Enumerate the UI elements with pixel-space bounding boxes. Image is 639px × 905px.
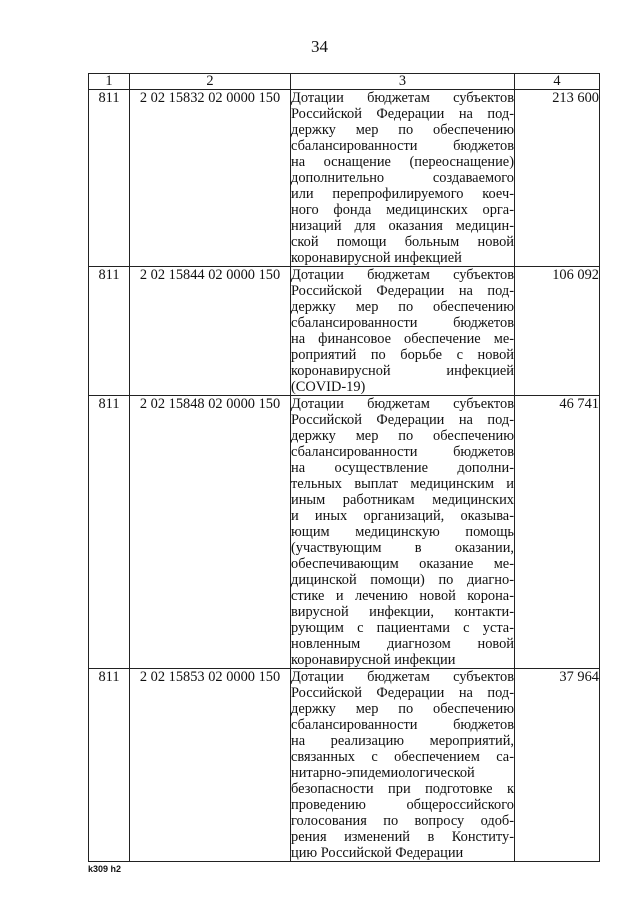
description-line: или перепрофилируемого коеч- (291, 186, 514, 202)
description-line: на финансовое обеспечение ме- (291, 331, 514, 347)
description-line: на реализацию мероприятий, (291, 733, 514, 749)
description-cell (291, 267, 515, 396)
description-line: держку мер по обеспечению (291, 701, 514, 717)
amount-cell: 106 092 (515, 267, 600, 396)
description-line: ного фонда медицинских орга- (291, 202, 514, 218)
description-line: иным работникам медицинских (291, 492, 514, 508)
description-line: цию Российской Федерации (291, 845, 464, 861)
description-line: стике и лечению новой корона- (291, 588, 514, 604)
description-line: ющим медицинскую помощь (291, 524, 514, 540)
description-line: сбалансированности бюджетов (291, 444, 514, 460)
description-line: дополнительно создаваемого (291, 170, 514, 186)
page-number: 34 (311, 37, 328, 56)
description-line: Дотации бюджетам субъектов (291, 267, 514, 283)
description-line: Дотации бюджетам субъектов (291, 669, 514, 685)
table-body (89, 90, 600, 862)
description-line: тельных выплат медицинским и (291, 476, 514, 492)
description-cell (291, 90, 515, 267)
kbk-code-cell: 2 02 15832 02 0000 150 (130, 90, 291, 267)
admin-code-cell: 811 (89, 90, 130, 267)
description-line: нитарно-эпидемиологической (291, 765, 475, 781)
amount-cell: 213 600 (515, 90, 600, 267)
column-header: 4 (515, 74, 600, 90)
table-row (89, 90, 600, 267)
amount-cell: 37 964 (515, 669, 600, 862)
description-line: держку мер по обеспечению (291, 122, 514, 138)
table-row (89, 396, 600, 669)
document-code: k309 h2 (88, 864, 122, 874)
description-line: голосования по вопросу одоб- (291, 813, 514, 829)
description-line: на оснащение (переоснащение) (291, 154, 514, 170)
description-line: связанных с обеспечением са- (291, 749, 514, 765)
description-line: рующим с пациентами с уста- (291, 620, 514, 636)
description-line: Российской Федерации на под- (291, 412, 514, 428)
description-line: низаций для оказания медицин- (291, 218, 514, 234)
description-line: роприятий по борьбе с новой (291, 347, 514, 363)
description-line: дицинской помощи) по диагно- (291, 572, 514, 588)
description-line: коронавирусной инфекцией (291, 250, 462, 266)
description-line: Дотации бюджетам субъектов (291, 90, 514, 106)
column-header: 1 (89, 74, 130, 90)
description-line: вирусной инфекции, контакти- (291, 604, 514, 620)
description-cell (291, 396, 515, 669)
budget-table (88, 73, 600, 862)
description-line: Дотации бюджетам субъектов (291, 396, 514, 412)
description-line: ской помощи больным новой (291, 234, 514, 250)
column-header: 3 (291, 74, 515, 90)
description-line: коронавирусной инфекции (291, 652, 456, 668)
description-line: сбалансированности бюджетов (291, 138, 514, 154)
kbk-code-cell: 2 02 15848 02 0000 150 (130, 396, 291, 669)
admin-code-cell: 811 (89, 396, 130, 669)
table-row (89, 267, 600, 396)
description-line: и иных организаций, оказыва- (291, 508, 514, 524)
description-line: на осуществление дополни- (291, 460, 514, 476)
column-header: 2 (130, 74, 291, 90)
description-line: новленным диагнозом новой (291, 636, 514, 652)
amount-cell: 46 741 (515, 396, 600, 669)
description-line: рения изменений в Конститу- (291, 829, 514, 845)
description-line: коронавирусной инфекцией (291, 363, 514, 379)
description-line: безопасности при подготовке к (291, 781, 514, 797)
description-line: (COVID-19) (291, 379, 366, 395)
admin-code-cell: 811 (89, 267, 130, 396)
kbk-code-cell: 2 02 15844 02 0000 150 (130, 267, 291, 396)
table-row (89, 669, 600, 862)
table-header (89, 74, 600, 90)
description-line: сбалансированности бюджетов (291, 315, 514, 331)
description-line: Российской Федерации на под- (291, 283, 514, 299)
description-line: держку мер по обеспечению (291, 299, 514, 315)
description-line: держку мер по обеспечению (291, 428, 514, 444)
description-line: проведению общероссийского (291, 797, 514, 813)
description-line: Российской Федерации на под- (291, 685, 514, 701)
description-line: сбалансированности бюджетов (291, 717, 514, 733)
description-line: (участвующим в оказании, (291, 540, 514, 556)
description-line: обеспечивающим оказание ме- (291, 556, 514, 572)
description-line: Российской Федерации на под- (291, 106, 514, 122)
admin-code-cell: 811 (89, 669, 130, 862)
description-cell (291, 669, 515, 862)
kbk-code-cell: 2 02 15853 02 0000 150 (130, 669, 291, 862)
